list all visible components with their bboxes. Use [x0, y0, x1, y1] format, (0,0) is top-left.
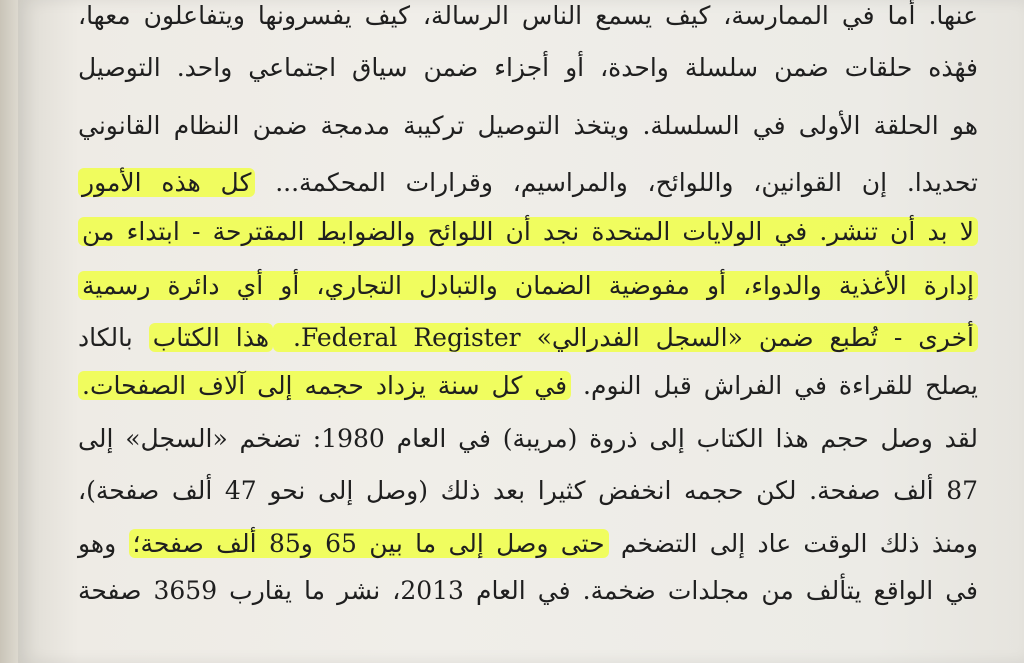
- text-line: [78, 565, 978, 617]
- highlighted-text: حتى وصل إلى ما بين 65 و85 ألف صفحة؛: [129, 529, 609, 558]
- highlighted-text: إدارة الأغذية والدواء، أو مفوضية الضمان والتبادل التجاري، أو أي دائرة رسمية: [78, 271, 978, 300]
- text-line: [78, 100, 978, 152]
- text-segment: هو الحلقة الأولى في السلسلة. ويتخذ التوصيل تركيبة مدمجة ضمن النظام القانوني: [78, 111, 978, 140]
- text-segment: تحديدا. إن القوانين، واللوائح، والمراسيم، وقرارات المحكمة...: [255, 168, 979, 197]
- text-line: [78, 413, 978, 465]
- highlighted-text: في كل سنة يزداد حجمه إلى آلاف الصفحات.: [78, 371, 571, 400]
- highlighted-text: أخرى - تُطبع ضمن «السجل الفدرالي» Federal Register.: [273, 323, 978, 352]
- text-line: [78, 360, 978, 412]
- text-segment: 87 ألف صفحة. لكن حجمه انخفض كثيرا بعد ذلك (وصل إلى نحو 47 ألف صفحة)،: [78, 476, 978, 505]
- text-segment: وهو: [78, 529, 129, 558]
- text-segment: بالكاد: [78, 323, 149, 352]
- text-segment: يصلح للقراءة في الفراش قبل النوم.: [571, 371, 978, 400]
- text-line: [78, 42, 978, 94]
- text-line: [78, 260, 978, 312]
- text-segment: ومنذ ذلك الوقت عاد إلى التضخم: [608, 529, 978, 558]
- text-line: [78, 518, 978, 570]
- book-page: [18, 0, 1024, 663]
- text-segment: في الواقع يتألف من مجلدات ضخمة. في العام 2013، نشر ما يقارب 3659 صفحة: [78, 576, 978, 605]
- text-line: [78, 206, 978, 258]
- text-segment: فهذه حلقات ضمن سلسلة واحدة، أو أجزاء ضمن سياق اجتماعي واحد. التوصيل: [78, 53, 978, 82]
- book-binding-edge: [0, 0, 18, 663]
- text-line: [78, 157, 978, 209]
- text-line: [78, 465, 978, 517]
- text-segment: عنها. أما في الممارسة، كيف يسمع الناس الرسالة، كيف يفسرونها ويتفاعلون معها،: [78, 1, 978, 30]
- highlighted-text: لا بد أن تنشر. في الولايات المتحدة نجد أن اللوائح والضوابط المقترحة - ابتداء من: [78, 217, 978, 246]
- text-line: [78, 312, 978, 364]
- highlighted-text: هذا الكتاب: [149, 323, 273, 352]
- text-line: [78, 0, 978, 42]
- highlighted-text: كل هذه الأمور: [78, 168, 255, 197]
- text-segment: لقد وصل حجم هذا الكتاب إلى ذروة (مريبة) في العام 1980: تضخم «السجل» إلى: [78, 424, 978, 453]
